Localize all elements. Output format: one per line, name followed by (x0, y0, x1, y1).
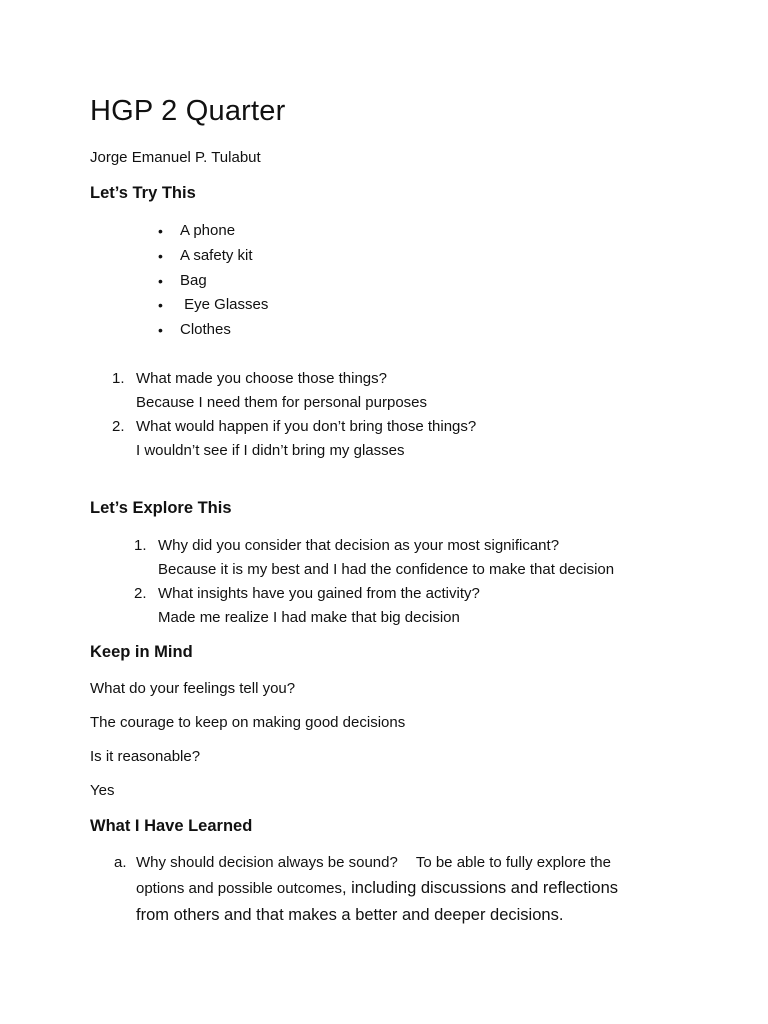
question-number: 2. (112, 418, 125, 435)
question-number: 2. (134, 585, 147, 602)
bullet-item: • Bag (158, 269, 268, 294)
answer-text: Made me realize I had make that big decision (158, 609, 460, 626)
question-number: 1. (134, 537, 147, 554)
section-heading-try: Let’s Try This (90, 184, 196, 202)
explore-question-list (134, 534, 615, 630)
learned-question: Why should decision always be sound? (136, 854, 398, 871)
question-text: What made you choose those things? (136, 370, 387, 387)
bullet-item: • A safety kit (158, 244, 268, 269)
question-number: 1. (112, 370, 125, 387)
section-heading-keep: Keep in Mind (90, 643, 193, 661)
answer-text: Because it is my best and I had the confidence to make that decision (158, 561, 615, 578)
question-item (134, 582, 614, 630)
question-item (112, 415, 477, 463)
answer-text: Because I need them for personal purposes (136, 394, 428, 411)
bullet-icon: • (158, 272, 163, 289)
answer-text: I wouldn’t see if I didn’t bring my glasses (136, 442, 405, 459)
bullet-icon: • (158, 322, 163, 339)
item-bullet-list (158, 219, 268, 343)
question-text: What would happen if you don’t bring those things? (136, 418, 477, 435)
bullet-icon: • (158, 223, 163, 239)
bullet-item: • A phone (158, 219, 268, 244)
learned-answer-part2a: options and possible outcomes (136, 880, 342, 897)
learned-answer-part3: from others and that makes a better and deeper decisions. (136, 906, 564, 924)
section-heading-explore: Let’s Explore This (90, 499, 232, 517)
keep-answer-feelings: The courage to keep on making good decisions (90, 714, 406, 731)
bullet-icon: • (158, 247, 163, 264)
learned-answer-part1: To be able to fully explore the (415, 854, 611, 871)
question-text: What insights have you gained from the activity? (158, 585, 480, 602)
question-text: Why did you consider that decision as your most significant? (158, 537, 560, 554)
try-question-list (112, 367, 477, 463)
keep-question-feelings: What do your feelings tell you? (90, 680, 296, 697)
question-item (134, 534, 615, 582)
learned-answer-part2b: , including discussions and reflections (341, 879, 619, 897)
keep-question-reasonable: Is it reasonable? (90, 748, 201, 765)
bullet-item: • Eye Glasses (158, 293, 268, 318)
item-marker: a. (114, 854, 127, 871)
bullet-icon: • (158, 297, 163, 314)
learned-item (114, 851, 696, 928)
bullet-item: • Clothes (158, 318, 268, 343)
author-name: Jorge Emanuel P. Tulabut (90, 149, 261, 166)
question-item (112, 367, 476, 415)
keep-answer-reasonable: Yes (90, 782, 115, 799)
section-heading-learned: What I Have Learned (90, 817, 253, 835)
document-title: HGP 2 Quarter (90, 95, 286, 127)
